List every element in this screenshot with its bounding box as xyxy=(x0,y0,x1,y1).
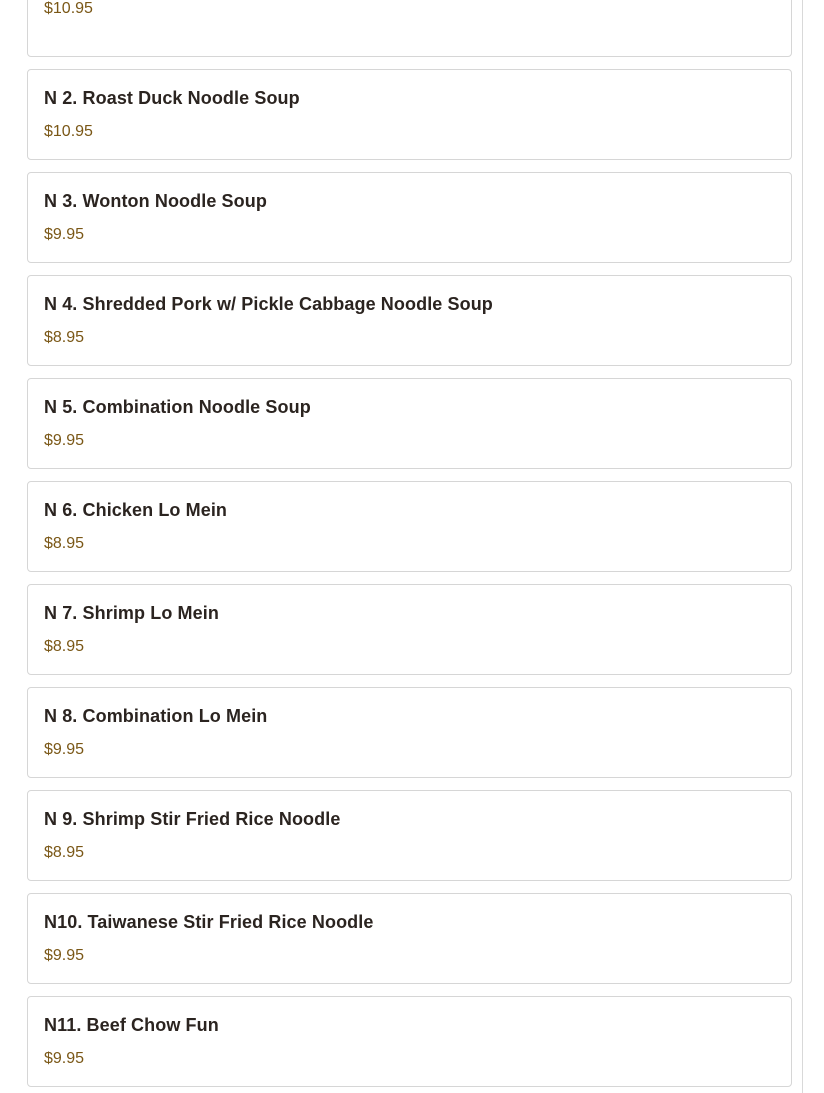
menu-item-card[interactable] xyxy=(27,584,792,675)
menu-item-name: N 8. Combination Lo Mein xyxy=(44,706,268,726)
menu-item-price: $9.95 xyxy=(44,947,85,964)
menu-item-price: $10.95 xyxy=(44,123,93,140)
menu-item-price: $8.95 xyxy=(44,535,85,552)
menu-item-card[interactable] xyxy=(27,481,792,572)
menu-item-price: $10.95 xyxy=(44,0,93,17)
menu-item-card[interactable] xyxy=(27,790,792,881)
menu-item-name: N 5. Combination Noodle Soup xyxy=(44,397,311,417)
menu-item-name: N10. Taiwanese Stir Fried Rice Noodle xyxy=(44,912,374,932)
menu-item-name: N 2. Roast Duck Noodle Soup xyxy=(44,88,300,108)
menu-item-price: $8.95 xyxy=(44,844,85,861)
menu-item-name: N 6. Chicken Lo Mein xyxy=(44,500,228,520)
menu-item-card[interactable] xyxy=(27,687,792,778)
menu-item-card[interactable] xyxy=(27,172,792,263)
menu-item-card[interactable] xyxy=(27,275,792,366)
menu-item-price: $9.95 xyxy=(44,226,85,243)
page-edge-divider xyxy=(802,0,803,1093)
menu-item-name: N11. Beef Chow Fun xyxy=(44,1015,219,1035)
menu-item-price: $9.95 xyxy=(44,741,85,758)
menu-item-name: N 4. Shredded Pork w/ Pickle Cabbage Noodle Soup xyxy=(44,294,493,314)
menu-item-list xyxy=(27,0,792,1093)
menu-item-price: $8.95 xyxy=(44,638,85,655)
menu-item-card[interactable] xyxy=(27,893,792,984)
menu-item-card[interactable] xyxy=(27,996,792,1087)
menu-item-name: N 3. Wonton Noodle Soup xyxy=(44,191,267,211)
menu-item-name: N 9. Shrimp Stir Fried Rice Noodle xyxy=(44,809,341,829)
menu-item-price: $9.95 xyxy=(44,1050,85,1067)
menu-item-price: $8.95 xyxy=(44,329,85,346)
menu-item-price: $9.95 xyxy=(44,432,85,449)
menu-item-name: N 7. Shrimp Lo Mein xyxy=(44,603,219,623)
menu-item-card[interactable] xyxy=(27,69,792,160)
menu-item-card[interactable] xyxy=(27,378,792,469)
menu-item-card[interactable] xyxy=(27,0,792,57)
